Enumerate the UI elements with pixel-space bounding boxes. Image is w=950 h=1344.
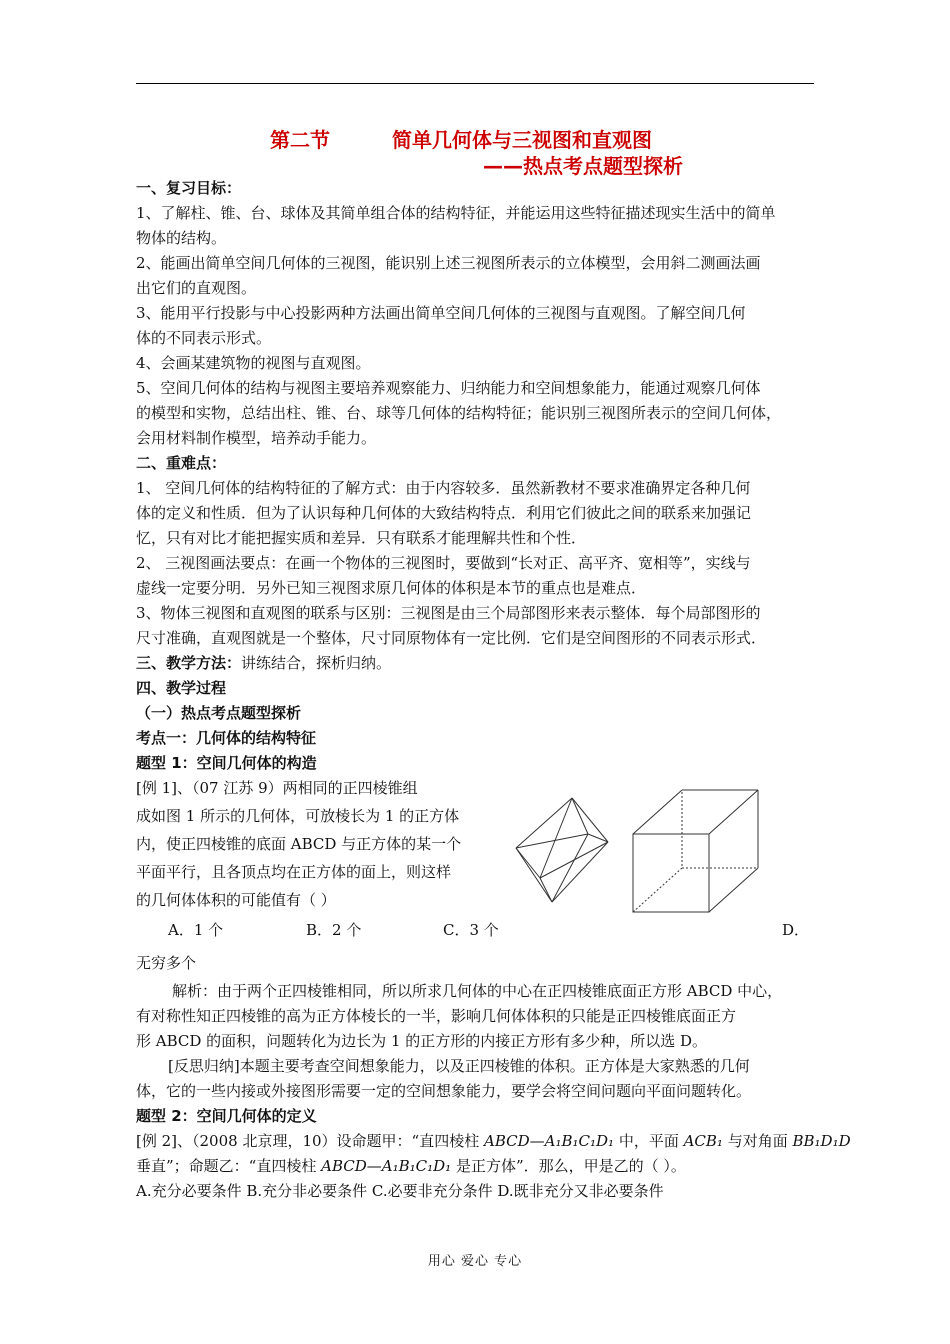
goal-line: 的模型和实物，总结出柱、锥、台、球等几何体的结构特征；能识别三视图所表示的空间几何体， — [136, 404, 782, 422]
header-rule — [136, 83, 814, 84]
solution-line: 解析：由于两个正四棱锥相同，所以所求几何体的中心在正四棱锥底面正方形 ABCD 中心， — [172, 982, 783, 1000]
goal-line: 会用材料制作模型，培养动手能力。 — [136, 429, 377, 447]
key-point-line: 3、物体三视图和直观图的联系与区别：三视图是由三个局部图形来表示整体．每个局部图形的 — [136, 604, 761, 622]
option-d-text: 无穷多个 — [136, 954, 197, 972]
heading-key-points: 二、重难点： — [136, 454, 227, 472]
title-subtitle: ——热点考点题型探析 — [483, 154, 683, 178]
key-point-1: 考点一：几何体的结构特征 — [136, 729, 317, 747]
question-type-2: 题型 2：空间几何体的定义 — [136, 1107, 317, 1125]
example-1-line: 的几何体体积的可能值有（ ） — [136, 891, 336, 909]
key-point-line: 忆，只有对比才能把握实质和差异．只有联系才能理解共性和个性． — [136, 529, 587, 547]
example-2-line-1 — [136, 1131, 851, 1151]
page-footer: 用心 爱心 专心 — [427, 1254, 523, 1269]
example-2-text: [例 2]、（2008 北京理，10）设命题甲：“直四棱柱 — [136, 1132, 484, 1150]
goal-line: 出它们的直观图。 — [136, 279, 257, 297]
key-point-line: 虚线一定要分明．另外已知三视图求原几何体的体积是本节的重点也是难点． — [136, 579, 647, 597]
cube-figure — [630, 786, 790, 916]
goal-line: 物体的结构。 — [136, 229, 227, 247]
plane-label: ACB₁ — [683, 1132, 723, 1150]
key-point-line: 尺寸准确，直观图就是一个整体，尺寸同原物体有一定比例．它们是空间图形的不同表示形式． — [136, 629, 767, 647]
title-section: 第二节 — [270, 128, 330, 152]
example-2-text: 中，平面 — [614, 1132, 684, 1150]
question-type-1: 题型 1：空间几何体的构造 — [136, 754, 317, 772]
example-1-line: 内，使正四棱锥的底面 ABCD 与正方体的某一个 — [136, 835, 462, 853]
example-1-line: [例 1]、（07 江苏 9）两相同的正四棱锥组 — [136, 779, 418, 797]
prism-label: ABCD—A₁B₁C₁D₁ — [483, 1132, 615, 1150]
solution-line: 形 ABCD 的面积，问题转化为边长为 1 的正方形的内接正方形有多少种，所以选 D。 — [136, 1032, 708, 1050]
goal-line: 体的不同表示形式。 — [136, 329, 272, 347]
goal-line: 5、空间几何体的结构与视图主要培养观察能力、归纳能力和空间想象能力，能通过观察几何体 — [136, 379, 761, 397]
key-point-line: 体的定义和性质．但为了认识每种几何体的大致结构特点．利用它们彼此之间的联系来加强记 — [136, 504, 752, 522]
reflection-line: [反思归纳]本题主要考查空间想象能力，以及正四棱锥的体积。正方体是大家熟悉的几何 — [168, 1057, 750, 1075]
heading-teaching-process: 四、教学过程 — [136, 679, 227, 697]
subheading-hot-topics: （一）热点考点题型探析 — [136, 704, 302, 722]
goal-line: 4、会画某建筑物的视图与直观图。 — [136, 354, 371, 372]
option-b: B．2 个 — [306, 921, 362, 939]
example-2-text: 是正方体”．那么，甲是乙的（ ）。 — [451, 1157, 686, 1175]
prism-label: ABCD—A₁B₁C₁D₁ — [321, 1157, 452, 1175]
example-1-line: 平面平行，且各顶点均在正方体的面上，则这样 — [136, 863, 452, 881]
example-2-options: A.充分必要条件 B.充分非必要条件 C.必要非充分条件 D.既非充分又非必要条件 — [136, 1182, 664, 1200]
option-a: A．1 个 — [168, 921, 224, 939]
example-2-text: 垂直”；命题乙：“直四棱柱 — [136, 1157, 322, 1175]
title-topic: 简单几何体与三视图和直观图 — [392, 128, 652, 152]
goal-line: 1、了解柱、锥、台、球体及其简单组合体的结构特征，并能运用这些特征描述现实生活中的简单 — [136, 204, 776, 222]
heading-goals: 一、复习目标： — [136, 179, 242, 197]
example-1-line: 成如图 1 所示的几何体，可放棱长为 1 的正方体 — [136, 807, 460, 825]
example-2-text: 与对角面 — [722, 1132, 793, 1150]
option-c: C．3 个 — [443, 921, 499, 939]
teaching-method — [136, 653, 391, 673]
goal-line: 2、能画出简单空间几何体的三视图，能识别上述三视图所表示的立体模型，会用斜二测画法画 — [136, 254, 761, 272]
teaching-method-text: 讲练结合，探析归纳。 — [241, 654, 392, 672]
example-2-line-2 — [136, 1156, 686, 1176]
key-point-line: 1、 空间几何体的结构特征的了解方式：由于内容较多．虽然新教材不要求准确界定各种几何 — [136, 479, 751, 497]
key-point-line: 2、 三视图画法要点：在画一个物体的三视图时，要做到“长对正、高平齐、宽相等”，实线与 — [136, 554, 751, 572]
heading-teaching-method: 三、教学方法： — [136, 654, 242, 672]
solution-line: 有对称性知正四棱锥的高为正方体棱长的一半，影响几何体体积的只能是正四棱锥底面正方 — [136, 1007, 737, 1025]
goal-line: 3、能用平行投影与中心投影两种方法画出简单空间几何体的三视图与直观图。了解空间几何 — [136, 304, 746, 322]
reflection-line: 体，它的一些内接或外接图形需要一定的空间想象能力，要学会将空间问题向平面问题转化。 — [136, 1082, 752, 1100]
option-d: D． — [782, 921, 810, 939]
octahedron-figure — [512, 790, 612, 910]
diagonal-plane-label: BB₁D₁D — [792, 1132, 851, 1150]
